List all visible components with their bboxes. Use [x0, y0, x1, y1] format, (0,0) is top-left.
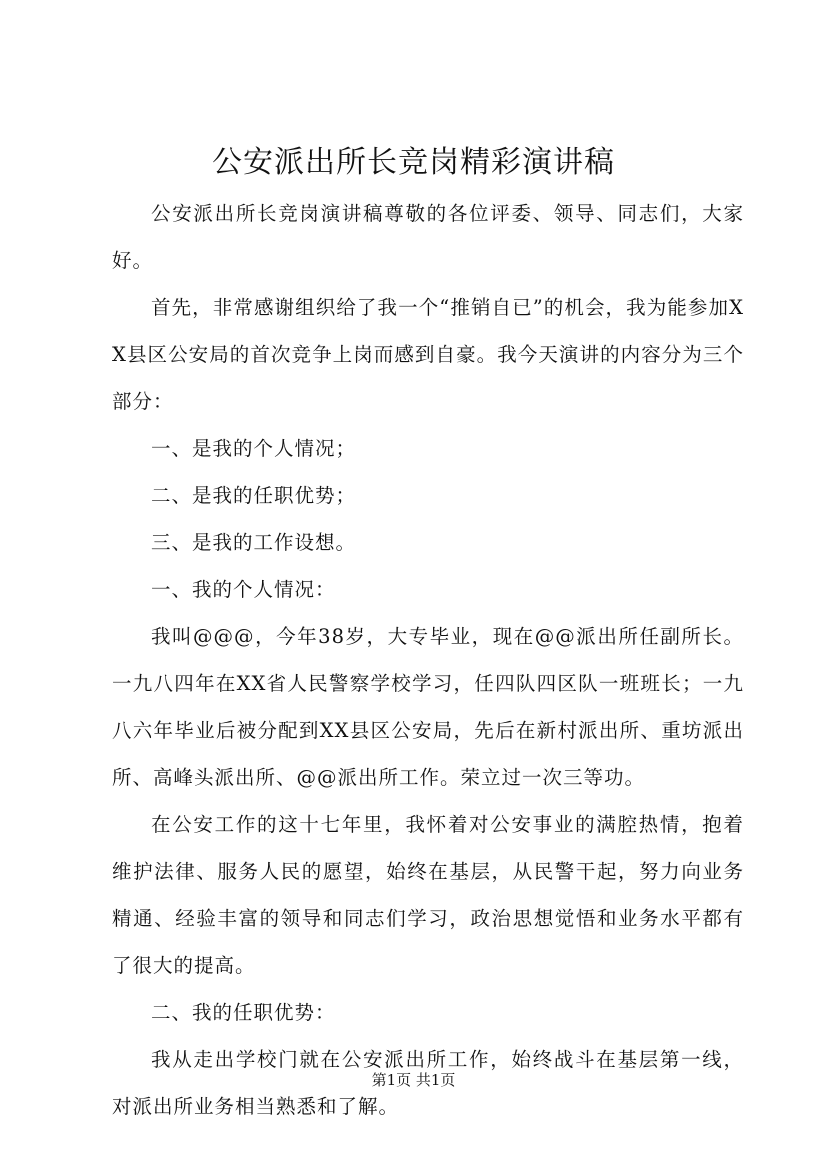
paragraph-outline-1: 一、是我的个人情况； — [151, 437, 357, 460]
paragraph-greeting: 公安派出所长竞岗演讲稿尊敬的各位评委、领导、同志们，大家好。 — [112, 202, 744, 272]
paragraph-advantages: 我从走出学校门就在公安派出所工作，始终战斗在基层第一线，对派出所业务相当熟悉和了解。 — [112, 1048, 744, 1118]
section-heading-advantages: 二、我的任职优势： — [151, 1001, 336, 1024]
paragraph-outline-3: 三、是我的工作设想。 — [151, 531, 357, 554]
page-footer: 第1页 共1页 — [371, 1071, 456, 1089]
document-title: 公安派出所长竞岗精彩演讲稿 — [212, 145, 615, 180]
document-body — [112, 190, 744, 1130]
paragraph-intro: 首先，非常感谢组织给了我一个“推销自已”的机会，我为能参加XX县区公安局的首次竞争上岗而感到自豪。我今天演讲的内容分为三个部分： — [112, 296, 744, 413]
section-heading-personal: 一、我的个人情况： — [151, 578, 336, 601]
paragraph-outline-2: 二、是我的任职优势； — [151, 484, 357, 507]
paragraph-personal-details: 我叫@@@，今年38岁，大专毕业，现在@@派出所任副所长。一九八四年在XX省人民警察学校学习，任四队四区队一班班长；一九八六年毕业后被分配到XX县区公安局，先后在新村派出所、重坊派出所、高峰头派出所、@@派出所工作。荣立过一次三等功。 — [112, 625, 744, 789]
paragraph-experience: 在公安工作的这十七年里，我怀着对公安事业的满腔热情，抱着维护法律、服务人民的愿望，始终在基层，从民警干起，努力向业务精通、经验丰富的领导和同志们学习，政治思想觉悟和业务水平都有了很大的提高。 — [112, 813, 744, 977]
